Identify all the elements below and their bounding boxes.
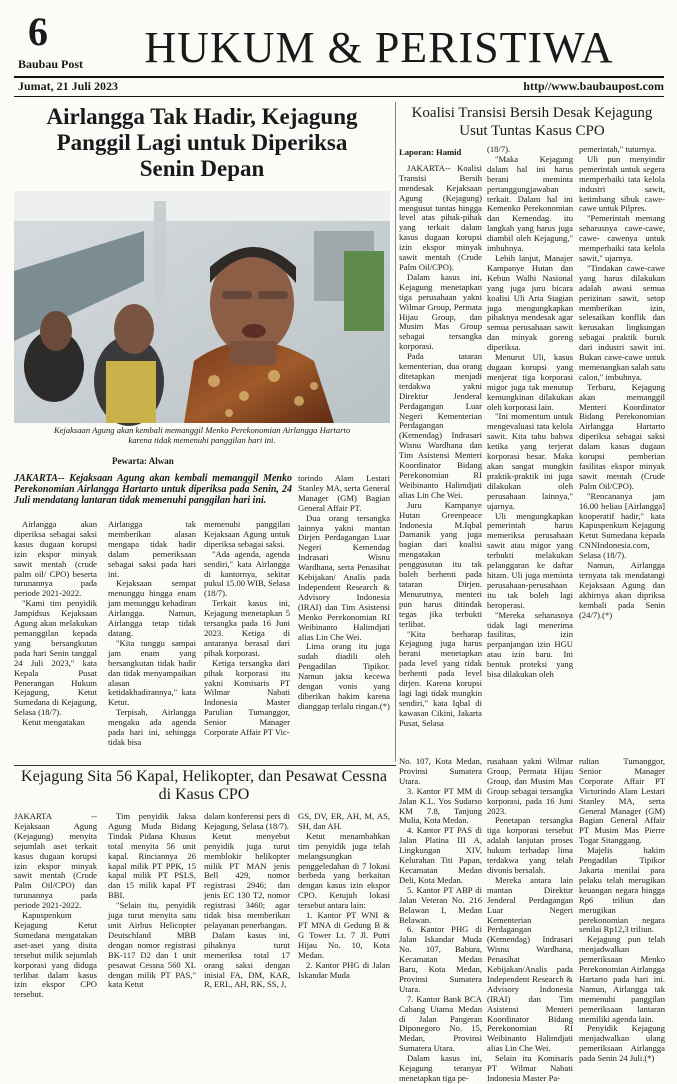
story-sita-col6: rusahaan yakni Wilmar Group, Permata Hijau Group, dan Musim Mas Group sebagai tersangka korporasi, pada 16 Juni 2023. Penetapan tersangka tiga korporasi tersebut adalah lanjutan proses hukum terhadap lima terdakwa yang telah divonis bersalah. Mereka antara lain mantan Direktur Jenderal Perdagangan Luar Negeri Kementerian Perdagangan (Kemendag) Indrasari Wisnu Wardhana, Penasihat Kebijakan/Analis pada Independent Research & Advisory Indonesia (IRAI) dan Tim Asistensi Menteri Koordinator Bidang Perekonomian RI Weibinanto Halimdjati alias Lin Che Wei. Selain itu Komisaris PT Wilmar Nabati Indonesia Master Pa- bbox=[487, 756, 573, 1083]
publication-name: Baubau Post bbox=[18, 57, 84, 71]
issue-date: Jumat, 21 Juli 2023 bbox=[18, 79, 119, 93]
story-sita-headline: Kejagung Sita 56 Kapal, Helikopter, dan Pesawat Cessna di Kasus CPO bbox=[21, 768, 387, 803]
story-koalisi-col1: Laporan: Hamid JAKARTA-- Koalisi Transisi Bersih mendesak Kejaksaan Agung (Kejagung) mengusut tuntas hingga level atas pihak-pihak yang terkait dalam kasus dugaan korupsi izin ekspor minyak sawit mentah (Crude Palm Oil/CPO). Dalam kasus ini, Kejagung menetapkan tiga perusahaan yakni Wilmar Group, Permata Hijau Group, dan Musim Mas Group sebagai tersangka korporasi. Pada tataran kementerian, dua orang ditetapkan menjadi terdakwa yakni Direktur Jenderal Perdagangan Luar Negeri Kementerian Perdagangan (Kemendag) Indrasari Wisnu Wardhana dan Tim Asistensi Menteri Koordinator Bidang Perekonomian RI Weibinanto Halimdjati alias Lin Che Wei. Juru Kampanye Hutan Greenpeace Indonesia M.Iqbal Damanik yang juga bagian dari koalisi mengatakan penggusutan itu tak boleh berhenti pada tataran Dirjen. Menurutnya, menteri pun harus ditindak tegas jika terbukti terlibat. "Kita berharap Kejagung juga harus berani menetapkan pada level yang tidak berhenti pada level dirjen. Karena korupsi lagi lagi tidak mungkin sendiri," kata Iqbal di kawasan Cikini, Jakarta Pusat, Selasa bbox=[399, 147, 482, 728]
story-airlangga-col2: Airlangga tak memberikan alasan mengapa tidak hadir dalam pemeriksaan sebagai saksi pada hari ini. Kejaksaan sempat menunggu hingga enam jam menunggu kehadiran Airlangga. Namun, Airlangga tetap tidak datang. "Kita tunggu sampai jam enam yang bersangkutan tidak hadir dan tidak menyampaikan alasan ketidakhadirannya," kata Ketut. Terpisah, Airlangga mengaku ada agenda pada hari ini, sehingga tidak bisa bbox=[108, 519, 196, 747]
story-airlangga-col1: Airlangga akan diperiksa sebagai saksi kasus dugaan korupsi izin ekspor minyak sawit mentah (crude palm oil/ CPO) beserta turunannya pada periode 2021-2022. "Kami tim penyidik Jampidsus Kejaksaan Agung akan melakukan pemanggilan kepada yang bersangkutan pada hari Senin tanggal 24 Juli 2023," kata Kepala Pusat Penerangan Hukum Kejagung, Ketut Sumedana di Kejagung, Selasa (18/7). Ketut mengatakan bbox=[14, 519, 97, 728]
story-koalisi-col2: (18/7). "Maka Kejagung dalam hal ini harus berani meminta pertanggungjawaban terkait. Dalam hal ini Kemenko Perekonomian dan Kemendag. itu langkah yang harus juga diambil oleh Kejagung," imbuhnya. Lebih lanjut, Manajer Kampanye Hutan dan Kebun Walhi Nasional yang juga juru bicara koalisi Uli Arta Siagian juga mengungkapkan pihaknya mendesak agar semua perusahaan sawit dan minyak goreng diperiksa. Menurut Uli, kasus dugaan korupsi yang menjerat tiga korporasi migor juga tak menutup kemungkinan dilakukan oleh korporasi lain. "Ini momentum untuk mengevaluasi tata kelola sawit. Kita tahu bahwa ketika yang terjerat korporasi besar. Maka akan sangat mungkin praktik-praktik ini juga dilakukan oleh perusahaan lainnya," ujarnya. Uli mengungkapkan pemerintah harus memeriksa perusahaan sawit atau migor yang terbukti melakukan pelanggaran ke daftar hitam. Uli juga meminta perusahaan-perusahaan itu tak boleh lagi beroperasi. "Mereka seharusnya tidak lagi menerima fasilitas, izin perpanjangan izin HGU atau izin baru. Ini bentuk proteksi yang bisa dilakukan oleh bbox=[487, 144, 573, 680]
story-sita-col2: Tim penyidik Jaksa Agung Muda Bidang Tindak Pidana Khusus total menyita 56 unit kapal. Rinciannya 26 kapal milik PT PPK, 15 kapal milik PT PSLS, dan 15 milik kapal PT BBI. "Selain itu, penyidik juga turut menyita satu unit Airbus Helicopter Deutschland MBB dengan nomor registrasi BK-117 D2 dan 1 unit pesawat Cessna 560 XL dengan milik PT PAS," kata Ketut bbox=[108, 811, 196, 990]
section-title: HUKUM & PERISTIWA bbox=[144, 23, 614, 72]
page-number: 6 bbox=[28, 9, 48, 54]
story-airlangga-byline: Pewarta: Alwan bbox=[112, 456, 174, 466]
story-sita-col1: JAKARTA -- Kejaksaan Agung (Kejagung) menyita sejumlah aset terkait kasus dugaan korupsi izin ekspor minyak sawit mentah (Crude Palm Oil/CPO) dan turunannya pada periode 2021-2022. Kapuspenkum Kejagung Ketut Sumedana mengatakan aset-aset yang disita tersebut milik sejumlah korporasi yang diduga terlibat dalam kasus izin ekspor CPO tersebut. bbox=[14, 811, 97, 1000]
story-sita-col7: rulian Tumanggor, Senior Manager Corporate Affair PT Victorindo Alam Lestari Stanley MA, serta General Manager (GM) Bagian General Affair PT Musim Mas Pierre Togar Sitanggang. Majelis hakim Pengadilan Tipikor Jakarta menilai para pelaku telah merugikan keuangan negara hingga Rp6 triliun dan merugikan perekonomian negara senilai Rp12,3 triliun. Kejagung pun telah menjadwalkan pemeriksaan Menko Perekonomian Airlangga Hartarto pada hari ini. Namun, Airlangga tak memenuhi panggilan pemeriksaan lantaran memiliki agenda lain. Penyidik Kejagung menjadwalkan ulang pemeriksaan Airlangga pada Senin 24 Juli.(*) bbox=[579, 756, 665, 1064]
story-airlangga-headline: Airlangga Tak Hadir, Kejagung Panggil Lagi untuk Diperiksa Senin Depan bbox=[46, 104, 358, 181]
masthead bbox=[0, 0, 677, 100]
story-sita-col4: GS, DV, ER, AH, M, AS, SH, dan AH. Ketut menambahkan tim penyidik juga telah melangsungkan penggeledahan di 7 lokasi berbeda yang berkaitan dengan kasus izin ekspor CPO. Ketujuh lokasi tersebut antara lain: 1. Kantor PT WNI & PT MNA di Gedung B & G Tower Lt. 7 Jl. Putri Hijau No. 10, Kota Medan. 2. Kantor PHG di Jalan Iskandar Muda bbox=[298, 811, 390, 980]
story-sita-col5: No. 107, Kota Medan, Provinsi Sumatera Utara. 3. Kantor PT MM di Jalan K.L. Yos Sudarso KM 7.8, Tanjung Mulia, Kota Medan. 4. Kantor PT PAS di Jalan Platina III A, Lingkungan XIV, Kelurahan Titi Papan, Kecamatan Medan Deli, Kota Medan. 5. Kantor PT ABP di Jalan Veteran No. 216 Belawan I, Medan Belawan. 6. Kantor PHG di Jalan Iskandar Muda No. 107, Babura, Kecamatan Medan Baru, Kota Medan, Provinsi Sumatera Utara. 7. Kantor Bank BCA Cabang Utama Medan di Jalan Pangeran Diponegoro No. 15, Medan, Provinsi Sumatera Utara. Dalam kasus ini, Kejagung teranyar menetapkan tiga pe- bbox=[399, 756, 482, 1083]
airlangga-photo bbox=[14, 191, 390, 423]
story-airlangga-lead: JAKARTA-- Kejaksaan Agung akan kembali memanggil Menko Perekonomian Airlangga Hartarto untuk diperiksa pada Senin, 24 Juli mendatang lantaran tidak memenuhi panggilan hari ini. bbox=[14, 473, 292, 507]
masthead-rule-top bbox=[14, 76, 664, 78]
website-link[interactable]: http//www.baubaupost.com bbox=[523, 79, 664, 93]
story-koalisi-col3: pemerintah," tuturnya. Uli pun menyindir pemerintah untuk segera memperbaiki tata kelola industri sawit, ketimbang sibuk cawe-cawe untuk Pilpres. "Pemerintah memang seharusnya cawe-cawe, cawe- cawenya untuk memperbaiki tata kelola sawit," ujarnya. "Tindakan cawe-cawe yang harus dilakukan adalah awasi semua perizinan sawit, setop memberikan izin, selesaikan konflik dan kerusakan lingkungan sebagai praktik buruk dari industri sawit ini. Bukan cawe-cawe untuk memenangkan salah satu calon," imbuhnya. Terbaru, Kejagung akan memanggil Menteri Koordinator Bidang Perekonomian Airlangga Hartarto diperiksa sebagai saksi dalam kasus dugaan korupsi pemberian fasilitas ekspor minyak sawit mentah (Crude Palm Oil/CPO). "Rencananya jam 16.00 beliau [Airlangga] kooperatif hadir," kata Kapuspenkum Kejagung Ketut Sumedana kepada CNNIndonesia.com, Selasa (18/7). Namun, Airlangga ternyata tak mendatangi Kejaksaan Agung dan akhirnya akan dipriksa kembali pada Senin (24/7).(*) bbox=[579, 144, 665, 620]
section-divider bbox=[14, 765, 396, 766]
column-divider bbox=[395, 102, 396, 762]
photo-caption: Kejaksaan Agung akan kembali memanggil Menko Perekonomian Airlangga Hartarto karena tidak memenuhi panggilan hari ini. bbox=[53, 425, 351, 445]
story-sita-col3: dalam konferensi pers di Kejagung, Selasa (18/7). Ketut menyebut penyidik juga turut memblokir helikopter milik PT MAN jenis Bell 429, nomor registrasi 2946; dan jenis EC 130 T2, nomor registrasi 3460; agar tidak bisa memberikan pelayanan penerbangan. Dalam kasus ini, pihaknya turut memeriksa total 17 orang saksi dengan inisial FA, DM, KAR, R, ERL, AH, RK, SS, J, bbox=[204, 811, 290, 990]
story-koalisi-headline: Koalisi Transisi Bersih Desak Kejagung Usut Tuntas Kasus CPO bbox=[411, 105, 653, 139]
story-airlangga-col3: memenuhi panggilan Kejaksaan Agung untuk diperiksa sebagai saksi. "Ada agenda, agenda sendiri," kata Airlangga di kantornya, sekitar pukul 15.00 WIB, Selasa (18/7). Terkait kasus ini, Kejagung menetapkan 5 tersangka pada 16 Juni 2023. Ketiga di antaranya berasal dari pihak korporasi. Ketiga tersangka dari pihak korporasi itu yakni Komisaris PT Wilmar Nabati Indonesia Master Parulian Tumanggor, Senior Manager Corporate Affair PT Vic- bbox=[204, 519, 291, 738]
story-airlangga-col4: torindo Alam Lestari Stanley MA, serta General Manager (GM) Bagian General Affair PT. Dua orang tersangka lainnya yakni mantan Dirjen Perdagangan Luar Negeri Kemendag Indrasari Wisnu Wardhana, serta Penasihat Kebijakan/ Analis pada Independent Research & Advisory Indonesia (IRAI) dan Tim Asistensi Menko Perekonomian RI Weibinanto Halimdjati alias Lin Che Wei. Lima orang itu juga sudah diadili oleh Pengadilan Tipikor. Namun jaksa kecewa dengan vonis yang diberikan hakim karena dianggap terlalu ringan.(*) bbox=[298, 473, 390, 711]
masthead-rule-bottom bbox=[14, 96, 664, 97]
